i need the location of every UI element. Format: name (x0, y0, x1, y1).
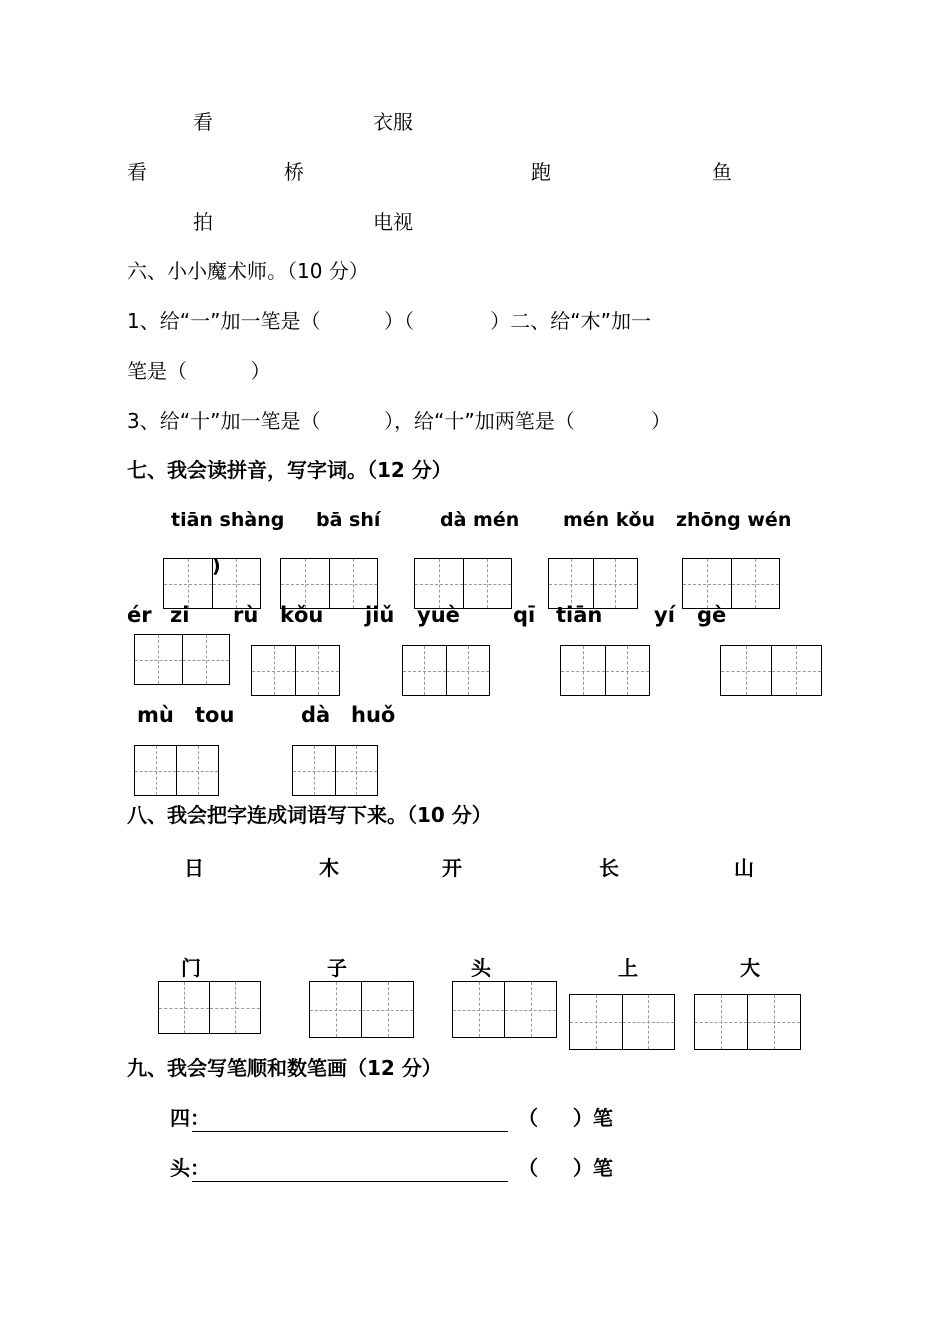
top-char: 木 (319, 856, 339, 880)
section9-title: 九、我会写笔顺和数笔画（12 分） (127, 1056, 442, 1080)
pinyin: huǒ (351, 703, 396, 727)
pinyin: yuè (417, 603, 460, 627)
stroke-char: 头： (170, 1156, 210, 1180)
question-1: 1、给“一”加一笔是（ ）（ ）二、给“木”加一 (127, 309, 652, 333)
top-char: 长 (599, 856, 619, 880)
pinyin: ér (127, 603, 152, 627)
writing-grid[interactable] (402, 645, 490, 696)
writing-grid[interactable] (134, 634, 230, 685)
stroke-char: 四： (170, 1106, 210, 1130)
writing-grid[interactable] (158, 981, 261, 1034)
pinyin: zi (170, 603, 190, 627)
writing-grid[interactable] (251, 645, 340, 696)
writing-grid[interactable] (720, 645, 822, 696)
pinyin: mù (137, 703, 174, 727)
stray-mark: ) (212, 555, 221, 577)
writing-grid[interactable] (569, 994, 675, 1050)
question-3: 3、给“十”加一笔是（ ），给“十”加两笔是（ ） (127, 409, 672, 433)
writing-grid[interactable] (414, 558, 512, 609)
top-char: 日 (184, 856, 204, 880)
writing-grid[interactable] (134, 745, 219, 796)
pinyin: yí (654, 603, 675, 627)
match-word: 拍 (193, 210, 213, 234)
pinyin: mén kǒu (563, 509, 656, 531)
writing-grid[interactable] (280, 558, 378, 609)
pinyin: dà (301, 703, 331, 727)
match-word: 看 (127, 160, 147, 184)
section8-title: 八、我会把字连成词语写下来。（10 分） (127, 803, 492, 827)
top-char: 开 (442, 856, 462, 880)
bottom-char: 大 (740, 956, 760, 980)
stroke-order-blank[interactable] (192, 1131, 508, 1132)
stroke-count-blank[interactable]: （ ）笔 (518, 1156, 613, 1180)
pinyin: gè (697, 603, 727, 627)
section7-title: 七、我会读拼音，写字词。（12 分） (127, 458, 452, 482)
match-word: 衣服 (373, 110, 413, 134)
writing-grid[interactable] (452, 981, 557, 1038)
question-1-continued: 笔是（ ） (127, 359, 271, 383)
match-word: 电视 (373, 210, 413, 234)
writing-grid[interactable] (560, 645, 650, 696)
bottom-char: 头 (471, 956, 491, 980)
pinyin: tou (195, 703, 235, 727)
bottom-char: 上 (618, 956, 638, 980)
pinyin: kǒu (280, 603, 324, 627)
pinyin: bā shí (316, 509, 381, 531)
match-word: 跑 (531, 160, 551, 184)
bottom-char: 门 (181, 956, 201, 980)
writing-grid[interactable] (548, 558, 638, 609)
writing-grid[interactable] (309, 981, 414, 1038)
writing-grid[interactable] (292, 745, 378, 796)
stroke-count-blank[interactable]: （ ）笔 (518, 1106, 613, 1130)
bottom-char: 子 (327, 956, 347, 980)
match-word: 鱼 (712, 160, 732, 184)
pinyin: tiān shàng (171, 509, 285, 531)
match-word: 看 (193, 110, 213, 134)
pinyin: zhōng wén (676, 509, 792, 531)
pinyin: dà mén (440, 509, 520, 531)
section6-title: 六、小小魔术师。（10 分） (127, 259, 369, 283)
pinyin: qī (513, 603, 536, 627)
pinyin: tiān (556, 603, 603, 627)
writing-grid[interactable] (694, 994, 801, 1050)
writing-grid[interactable] (682, 558, 780, 609)
top-char: 山 (734, 856, 754, 880)
pinyin: jiǔ (365, 603, 395, 627)
match-word: 桥 (284, 160, 304, 184)
pinyin: rù (233, 603, 259, 627)
stroke-order-blank[interactable] (192, 1181, 508, 1182)
